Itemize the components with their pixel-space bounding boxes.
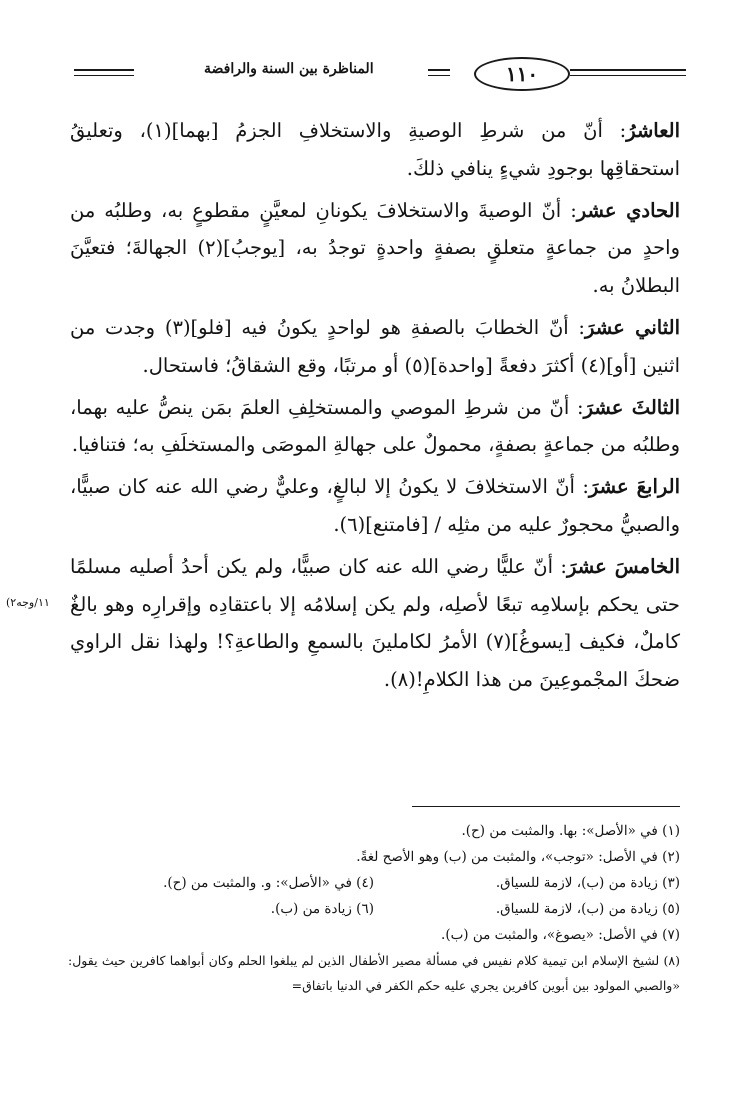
paragraph-13	[70, 389, 680, 465]
footnote-2: (٢) في الأصل: «توجب»، والمثبت من (ب) وهو الأصح لغةً.	[356, 849, 680, 865]
footnote-row	[68, 922, 680, 948]
paragraph-term: الحادي عشر	[576, 198, 680, 222]
paragraph-text: : أنّ الخطابَ بالصفةِ هو لواحدٍ يكونُ فيه [فلو](٣) وجدت من اثنين [أو](٤) أكثرَ دفعةً [واحدة](٥) أو مرتبًا، وقع الشقاقُ؛ فاستحال.	[70, 315, 680, 377]
paragraph-text: : أنّ من شرطِ الموصي والمستخلِفِ العلمَ بمَن ينصُّ عليه بهما، وطلبُه من جماعةٍ بصفةٍ، محمولٌ على جهالةِ الموصَى والمستخلَفِ به؛ فتنافيا.	[70, 395, 680, 457]
header-rule-right-top	[570, 69, 686, 71]
header-rule-mid-top	[428, 69, 450, 71]
footnotes	[68, 818, 680, 998]
footnote-row	[68, 844, 680, 870]
paragraph-14	[70, 468, 680, 544]
footnote-4: (٤) في «الأصل»: و. والمثبت من (ح).	[163, 875, 374, 891]
paragraph-11	[70, 192, 680, 305]
footnote-row	[68, 818, 680, 844]
footnote-5: (٥) زيادة من (ب)، لازمة للسياق.	[495, 901, 680, 917]
paragraph-15	[70, 548, 680, 699]
footnote-row	[68, 896, 680, 922]
paragraph-term: العاشرُ	[626, 119, 680, 142]
page-number: ١١٠	[474, 57, 570, 91]
running-title: المناظرة بين السنة والرافضة	[204, 61, 374, 77]
paragraph-term: الرابعَ عشرَ	[588, 475, 680, 499]
page-header	[74, 55, 686, 95]
footnote-1: (١) في «الأصل»: بها. والمثبت من (ح).	[461, 823, 680, 839]
paragraph-text: : أنّ من شرطِ الوصيةِ والاستخلافِ الجزمُ [بهما](١)، وتعليقُ استحقاقِها بوجودِ شيءٍ ينافي ذلكَ.	[70, 119, 680, 180]
footnote-6: (٦) زيادة من (ب).	[270, 901, 374, 917]
main-text	[70, 112, 680, 703]
paragraph-10	[70, 112, 680, 188]
paragraph-text: : أنّ الوصيةَ والاستخلافَ يكونانِ لمعيَّنٍ مقطوعٍ به، وطلبُه من واحدٍ من جماعةٍ متعلقٍ بصفةٍ واحدةٍ توجدُ به، [يوجبُ](٢) الجهالةَ؛ فتعيَّنَ البطلانُ به.	[70, 198, 680, 298]
header-rule-left-bottom	[74, 75, 134, 76]
paragraph-term: الخامسَ عشرَ	[567, 554, 680, 578]
paragraph-12	[70, 309, 680, 385]
footnote-8: (٨) لشيخ الإسلام ابن تيمية كلام نفيس في مسألة مصير الأطفال الذين لم يبلغوا الحلم وكان أبواهما كافرين حيث يقول: «والصبي المولود بين أبوين كافرين يجري عليه حكم الكفر في الدنيا باتفاق=	[68, 953, 680, 993]
header-rule-right-bottom	[570, 75, 686, 76]
paragraph-text: : أنّ الاستخلافَ لا يكونُ إلا لبالغٍ، وعليٌّ رضي الله عنه كان صبيًّا، والصبيُّ محجورٌ عليه من مثلِه / [فامتنع](٦).	[70, 475, 680, 536]
header-rule-left-top	[74, 69, 134, 71]
footnote-3: (٣) زيادة من (ب)، لازمة للسياق.	[495, 875, 680, 891]
paragraph-term: الثاني عشرَ	[585, 315, 680, 339]
header-rule-mid-bottom	[428, 75, 450, 76]
footnote-separator	[412, 806, 680, 807]
footnote-7: (٧) في الأصل: «يصوغ»، والمثبت من (ب).	[441, 927, 680, 943]
margin-manuscript-marker: ١١/وجه٢)	[6, 596, 50, 609]
footnote-row	[68, 870, 680, 896]
paragraph-text: : أنّ عليًّا رضي الله عنه كان صبيًّا، ولم يكن أحدُ أصليه مسلمًا حتى يحكم بإسلامِه تبعًا لأصلِه، ولم يكن إسلامُه إلا باعتقادِه وإقرارِه وهو بالغٌ كاملٌ، فكيف [يسوغُ](٧) الأمرُ لكاملينَ بالسمعِ والطاعةِ؟! ولهذا نقل الراوي ضحكَ المجْموعِينَ من هذا الكلامِ!(٨).	[70, 554, 680, 692]
paragraph-term: الثالثَ عشرَ	[583, 395, 680, 419]
